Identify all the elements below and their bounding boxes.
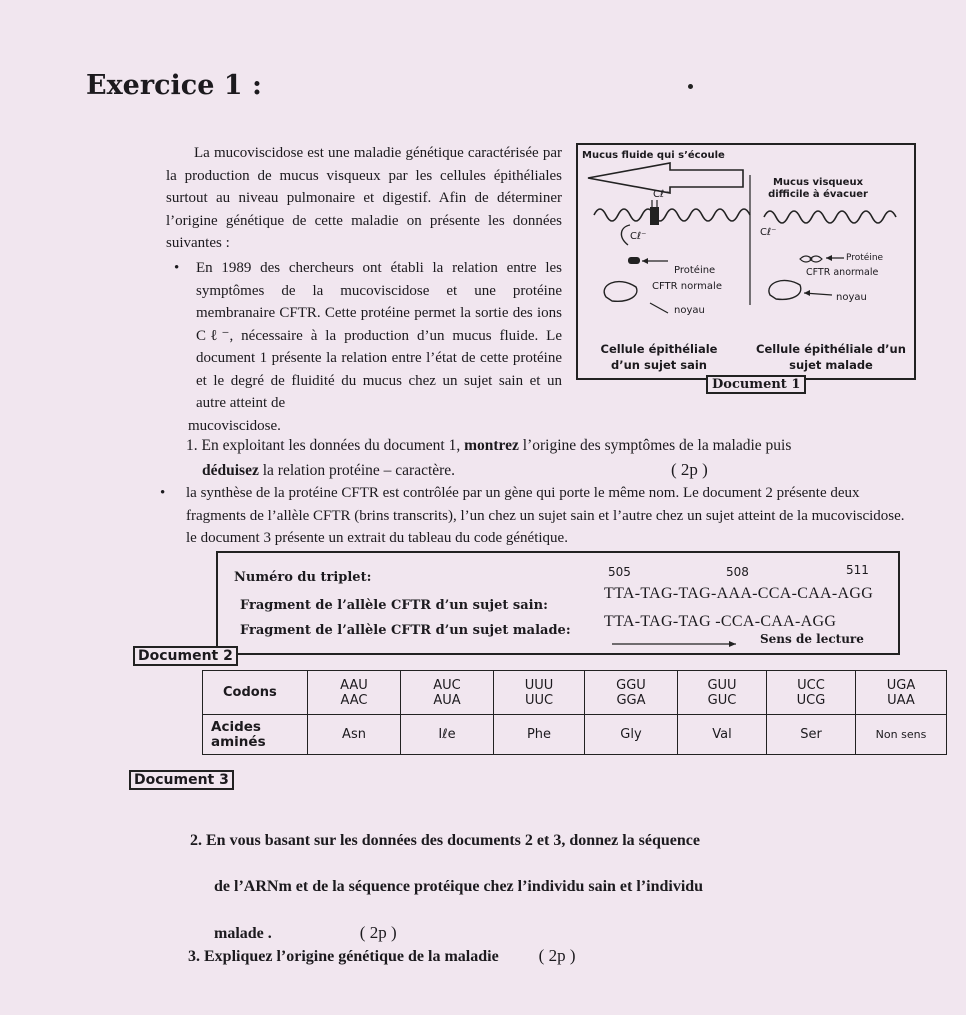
- doc1-caption-left-1: Cellule épithéliale: [600, 342, 718, 356]
- codon-cell: GUU GUC: [678, 671, 767, 715]
- amino-acid-cell: Non sens: [856, 715, 947, 755]
- q3-text: 3. Expliquez l’origine génétique de la maladie: [188, 948, 499, 965]
- q1-text-e: la relation protéine – caractère.: [262, 462, 456, 479]
- q1-text-a: En exploitant les données du document 1,: [201, 437, 461, 454]
- doc1-ion-left: Cℓ⁻: [630, 231, 647, 242]
- left-noyau-arrow: [650, 303, 668, 313]
- document-1-label: Document 1: [706, 375, 806, 394]
- amino-acids-header: Acides aminés: [203, 715, 308, 755]
- document-3-label: Document 3: [129, 770, 234, 790]
- amino-acid-cell: Asn: [308, 715, 401, 755]
- amino-acid-cell: Ser: [767, 715, 856, 755]
- document-1-figure: [576, 143, 916, 380]
- codon-cell: AUC AUA: [401, 671, 494, 715]
- bullet-1-text: En 1989 des chercheurs ont établi la relation entre les symptômes de la mucoviscidose et une protéine membranaire CFTR. Cette protéine permet la sortie des ions Cℓ⁻, nécessaire à la production d’un mucus fluide. Le document 1 présente la relation entre l’état de cette protéine et le degré de fluidité du mucus chez un sujet sain et un autre atteint de: [196, 260, 562, 411]
- right-nucleus: [769, 280, 801, 299]
- bullet-2-symbol: •: [160, 485, 166, 501]
- bullet-2: [160, 482, 910, 550]
- question-1: [186, 434, 906, 483]
- intro-paragraph: [166, 142, 562, 255]
- doc1-caption-right-1: Cellule épithéliale d’un: [756, 342, 906, 356]
- amino-acid-cell: Phe: [494, 715, 585, 755]
- ion-curve-arrow: [621, 225, 630, 245]
- document-3-table: [202, 670, 947, 755]
- q2-line-2: de l’ARNm et de la séquence protéique chez l’individu sain et l’individu: [214, 878, 704, 895]
- doc1-ion-top: Cℓ⁻: [653, 189, 670, 200]
- amino-acid-cell: Gly: [585, 715, 678, 755]
- doc1-noyau-left: noyau: [674, 305, 705, 316]
- q1-number: 1.: [186, 437, 198, 454]
- doc1-normal-protein-1: Protéine: [674, 265, 716, 276]
- doc2-sain-label: Fragment de l’allèle CFTR d’un sujet sain:: [240, 598, 548, 613]
- codon-cell: UGA UAA: [856, 671, 947, 715]
- doc1-ion-right: Cℓ⁻: [760, 227, 777, 238]
- codons-header: Codons: [203, 671, 308, 715]
- abnormal-protein-shape: [800, 256, 822, 262]
- doc2-sain-sequence: TTA-TAG-TAG-AAA-CCA-CAA-AGG: [604, 585, 874, 602]
- doc2-triplet-511: 511: [846, 563, 869, 577]
- doc2-reading-arrow: [612, 639, 742, 649]
- doc1-caption-right-2: sujet malade: [789, 358, 873, 372]
- doc1-caption-left: [584, 341, 734, 373]
- doc1-normal-protein-2: CFTR normale: [652, 281, 722, 292]
- q1-keyword-montrez: montrez: [464, 437, 519, 454]
- amino-acids-row: [203, 715, 947, 755]
- question-3: [188, 946, 576, 966]
- left-nucleus: [604, 282, 637, 302]
- doc2-triplet-508: 508: [726, 565, 749, 579]
- abnormal-protein-arrowhead: [826, 255, 832, 261]
- codons-row: [203, 671, 947, 715]
- intro-text: La mucoviscidose est une maladie génétique caractérisée par la production de mucus visqueux par les cellules épithéliales surtout au niveau pulmonaire et digestif. Afin de déterminer l’origine génétique de cette maladie on présente les données suivantes :: [166, 145, 562, 251]
- doc1-caption-left-2: d’un sujet sain: [611, 358, 707, 372]
- document-2-label: Document 2: [133, 646, 238, 666]
- ink-dot: [688, 84, 693, 89]
- doc2-malade-sequence: TTA-TAG-TAG -CCA-CAA-AGG: [604, 613, 837, 630]
- q2-line-3-text: malade .: [214, 925, 272, 942]
- bullet-1: [174, 257, 562, 437]
- doc1-right-title-1: Mucus visqueux: [772, 177, 864, 188]
- doc1-left-title: Mucus fluide qui s’écoule: [582, 150, 725, 161]
- bullet-2-text: la synthèse de la protéine CFTR est contrôlée par un gène qui porte le même nom. Le document 2 présente deux fragments de l’allèle CFTR (brins transcrits), l’un chez un sujet sain et l’autre chez un sujet atteint de la mucoviscidose. le document 3 présente un extrait du tableau du code génétique.: [186, 485, 905, 546]
- doc1-abnormal-protein-2: CFTR anormale: [806, 267, 879, 278]
- right-noyau-arrowhead: [804, 290, 810, 296]
- q1-points: ( 2p ): [670, 460, 708, 479]
- q2-line-1: 2. En vous basant sur les données des documents 2 et 3, donnez la séquence: [190, 832, 700, 849]
- codon-cell: UUU UUC: [494, 671, 585, 715]
- doc1-right-title-2: difficile à évacuer: [768, 189, 868, 200]
- normal-protein-arrowhead: [642, 258, 648, 264]
- q1-text-c: l’origine des symptômes de la maladie puis: [522, 437, 792, 454]
- document-2-box: [216, 551, 900, 655]
- doc1-caption-right: [748, 341, 914, 373]
- amino-acid-cell: Iℓe: [401, 715, 494, 755]
- doc2-reading-direction: Sens de lecture: [760, 632, 864, 646]
- codon-cell: UCC UCG: [767, 671, 856, 715]
- normal-protein-shape: [628, 257, 640, 264]
- cftr-channel-top: [650, 207, 659, 225]
- left-membrane: [594, 209, 750, 221]
- doc2-malade-label: Fragment de l’allèle CFTR d’un sujet malade:: [240, 623, 571, 638]
- bullet-1-symbol: •: [174, 260, 180, 276]
- bullet-1-last-line: mucoviscidose.: [188, 417, 281, 434]
- codon-cell: AAU AAC: [308, 671, 401, 715]
- right-membrane: [764, 211, 896, 223]
- q1-keyword-deduisez: déduisez: [202, 462, 259, 479]
- doc2-triplet-label: Numéro du triplet:: [234, 570, 372, 585]
- doc1-abnormal-protein-1: Protéine: [846, 253, 884, 263]
- doc2-triplet-505: 505: [608, 565, 631, 579]
- exercise-title: Exercice 1 :: [86, 70, 262, 101]
- codon-cell: GGU GGA: [585, 671, 678, 715]
- amino-acid-cell: Val: [678, 715, 767, 755]
- question-2: [190, 818, 890, 957]
- doc1-noyau-right: noyau: [836, 292, 867, 303]
- q2-points: ( 2p ): [359, 923, 397, 942]
- q3-points: ( 2p ): [538, 946, 576, 965]
